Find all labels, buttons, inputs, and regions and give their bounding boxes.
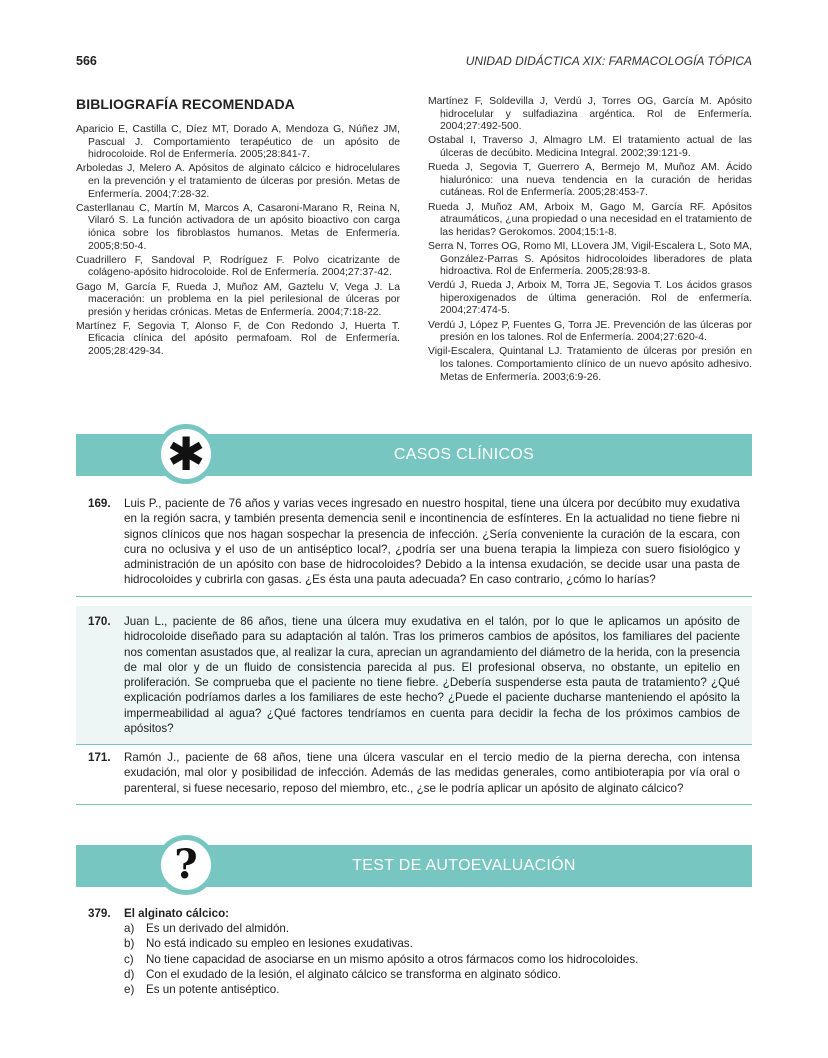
clinical-case-170: [76, 606, 752, 745]
case-text: Ramón J., paciente de 68 años, tiene una úlcera vascular en el tercio medio de la pierna derecha, con intensa exudación, mal olor y posibilidad de infección. Además de las medidas generales, como antibioterapia por vía oral o parenteral, si fuese necesario, reposo del miembro, etc., ¿se le podría aplicar un apósito de alginato cálcico?: [124, 751, 740, 795]
reference-item: Martínez F, Segovia T, Alonso F, de Con Redondo J, Huerta T. Eficacia clínica del apósito permafoam. Rol de Enfermería. 2005;28:429-34.: [76, 320, 400, 358]
option-letter: a): [124, 922, 135, 936]
option-letter: c): [124, 952, 134, 966]
casos-clinicos-banner: [76, 427, 752, 481]
case-number: 170.: [88, 615, 111, 628]
answer-option-a: [124, 921, 638, 936]
reference-item: Rueda J, Muñoz AM, Arboix M, Gago M, García RF. Apósitos atraumáticos, ¿una propiedad o una necesidad en el tratamiento de las heridas? Gerokomos. 2004;15:1-8.: [428, 201, 752, 238]
clinical-case-171: [76, 750, 752, 805]
clinical-case-169: [76, 496, 752, 597]
option-text: Con el exudado de la lesión, el alginato cálcico se transforma en alginato sódico.: [146, 967, 562, 981]
question-text: El alginato cálcico:: [124, 907, 230, 920]
option-text: Es un derivado del almidón.: [146, 922, 290, 936]
case-number: 171.: [88, 751, 111, 764]
case-text: Luis P., paciente de 76 años y varias veces ingresado en nuestro hospital, tiene una úlcera por decúbito muy exudativa en la región sacra, y también presenta demencia senil e incontinencia de esfínteres. En la actualidad no tiene fiebre ni signos clínicos que nos hagan sospechar la presencia de infección. ¿Sería conveniente la curación de la escara, con cura no oclusiva y el uso de un antiséptico local?, ¿podría ser una buena terapia la limpieza con suero fisiológico y administración de un apósito con base de hidrocoloides? Debido a la intensa exudación, se decide usar una pasta de hidrocoloides y cubrirla con gasas. ¿Es ésta una pauta adecuada? En caso contrario, ¿cómo lo harías?: [124, 497, 740, 587]
answer-option-c: [124, 952, 638, 967]
option-letter: d): [124, 967, 135, 981]
reference-item: Arboledas J, Melero A. Apósitos de alginato cálcico e hidrocelulares en la prevención y el tratamiento de úlceras por presión. Metas de Enfermería. 2004;7:28-32.: [76, 163, 400, 200]
option-letter: b): [124, 937, 135, 951]
option-text: Es un potente antiséptico.: [146, 983, 280, 996]
reference-item: Verdú J, López P, Fuentes G, Torra JE. Prevención de las úlceras por presión en los talones. Rol de Enfermería. 2004;27:620-4.: [428, 319, 752, 344]
reference-item: Cuadrillero F, Sandoval P, Rodríguez F. Polvo cicatrizante de colágeno-apósito hidrocoloide. Rol de Enfermería. 2004;27:37-42.: [76, 254, 400, 279]
reference-item: Vigil-Escalera, Quintanal LJ. Tratamiento de úlceras por presión en los talones. Comportamiento clínico de un nuevo apósito adhesivo. Metas de Enfermería. 2003;6:9-26.: [428, 346, 752, 383]
reference-item: Aparicio E, Castilla C, Díez MT, Dorado A, Mendoza G, Núñez JM, Pascual J. Comportamiento terapéutico de un apósito de hidrocoloide. Rol de Enfermería. 2005;28:841-7.: [76, 124, 400, 161]
case-text: Juan L., paciente de 86 años, tiene una úlcera muy exudativa en el talón, por lo que le aplicamos un apósito de hidrocoloide diseñado para su adaptación al talón. Tras los primeros cambios de apósitos, los familiares del paciente nos comentan asustados que, al realizar la cura, aprecian un agrandamiento del diámetro de la herida, con la presencia de mal olor y de un fluido de consistencia parecida al pus. El profesional observa, no obstante, un epitelio en proliferación. Se comprueba que el paciente no tiene fiebre. ¿Debería suspenderse esta pauta de tratamiento? ¿Qué explicación podríamos darles a los familiares de este hecho? ¿Puede el paciente ducharse manteniendo el apósito la impermeabilidad al agua? ¿Qué factores tendríamos en cuenta para decidir la fecha de los próximos cambios de apósitos?: [124, 615, 740, 736]
bibliography-section: [76, 96, 752, 383]
asterisk-icon: ✱: [156, 424, 216, 484]
page-number: 566: [76, 54, 97, 68]
option-text: No tiene capacidad de asociarse en un mismo apósito a otros fármacos como los hidrocoloides.: [146, 952, 639, 966]
answer-option-d: [124, 967, 638, 982]
bibliography-right-column: [428, 96, 752, 386]
test-autoevaluacion-title: TEST DE AUTOEVALUACIÓN: [352, 857, 576, 874]
test-autoevaluacion-banner: [76, 841, 752, 888]
option-letter: e): [124, 983, 135, 996]
case-number: 169.: [88, 497, 111, 510]
reference-item: Ostabal I, Traverso J, Almagro LM. El tratamiento actual de las úlceras de decúbito. Medicina Integral. 2002;39:121-9.: [428, 135, 752, 159]
bibliography-left-column: [76, 124, 400, 360]
reference-item: Verdú J, Rueda J, Arboix M, Torra JE, Segovia T. Los ácidos grasos hiperoxigenados de última generación. Rol de enfermería. 2004;27:474-5.: [428, 280, 752, 317]
answer-option-e: [124, 982, 638, 997]
bibliography-title: BIBLIOGRAFÍA RECOMENDADA: [76, 96, 295, 112]
casos-clinicos-title: CASOS CLÍNICOS: [393, 446, 535, 463]
question-mark-icon: ?: [156, 835, 216, 895]
answer-options: [124, 921, 638, 997]
reference-item: Martínez F, Soldevilla J, Verdú J, Torres OG, García M. Apósito hidrocelular y sulfadiazina argéntica. Rol de Enfermería. 2004;27:492-500.: [428, 96, 752, 133]
running-header: UNIDAD DIDÁCTICA XIX: FARMACOLOGÍA TÓPICA: [465, 54, 752, 68]
question-number: 379.: [88, 907, 111, 920]
reference-item: Gago M, García F, Rueda J, Muñoz AM, Gaztelu V, Vega J. La maceración: un problema en la piel perilesional de úlceras por presión y heridas crónicas. Metas de Enfermería. 2004;7:18-22.: [76, 281, 400, 318]
answer-option-b: [124, 936, 638, 951]
reference-item: Casterllanau C, Martín M, Marcos A, Casaroni-Marano R, Reina N, Vilaró S. La función activadora de un apósito bioactivo con carga iónica sobre los fibroblastos humanos. Metas de Enfermería. 2005;8:50-4.: [76, 202, 400, 252]
reference-item: Serra N, Torres OG, Romo MI, LLovera JM, Vigil-Escalera L, Soto MA, González-Parras S. Apósitos hidrocoloides liberadores de plata hidroactiva. Rol de Enfermería. 2005;28:93-8.: [428, 240, 752, 278]
option-text: No está indicado su empleo en lesiones exudativas.: [146, 937, 413, 951]
reference-item: Rueda J, Segovia T, Guerrero A, Bermejo M, Muñoz AM. Ácido hialurónico: una nueva tendencia en la curación de heridas cutáneas. Rol de Enfermería. 2005;28:453-7.: [428, 162, 752, 199]
